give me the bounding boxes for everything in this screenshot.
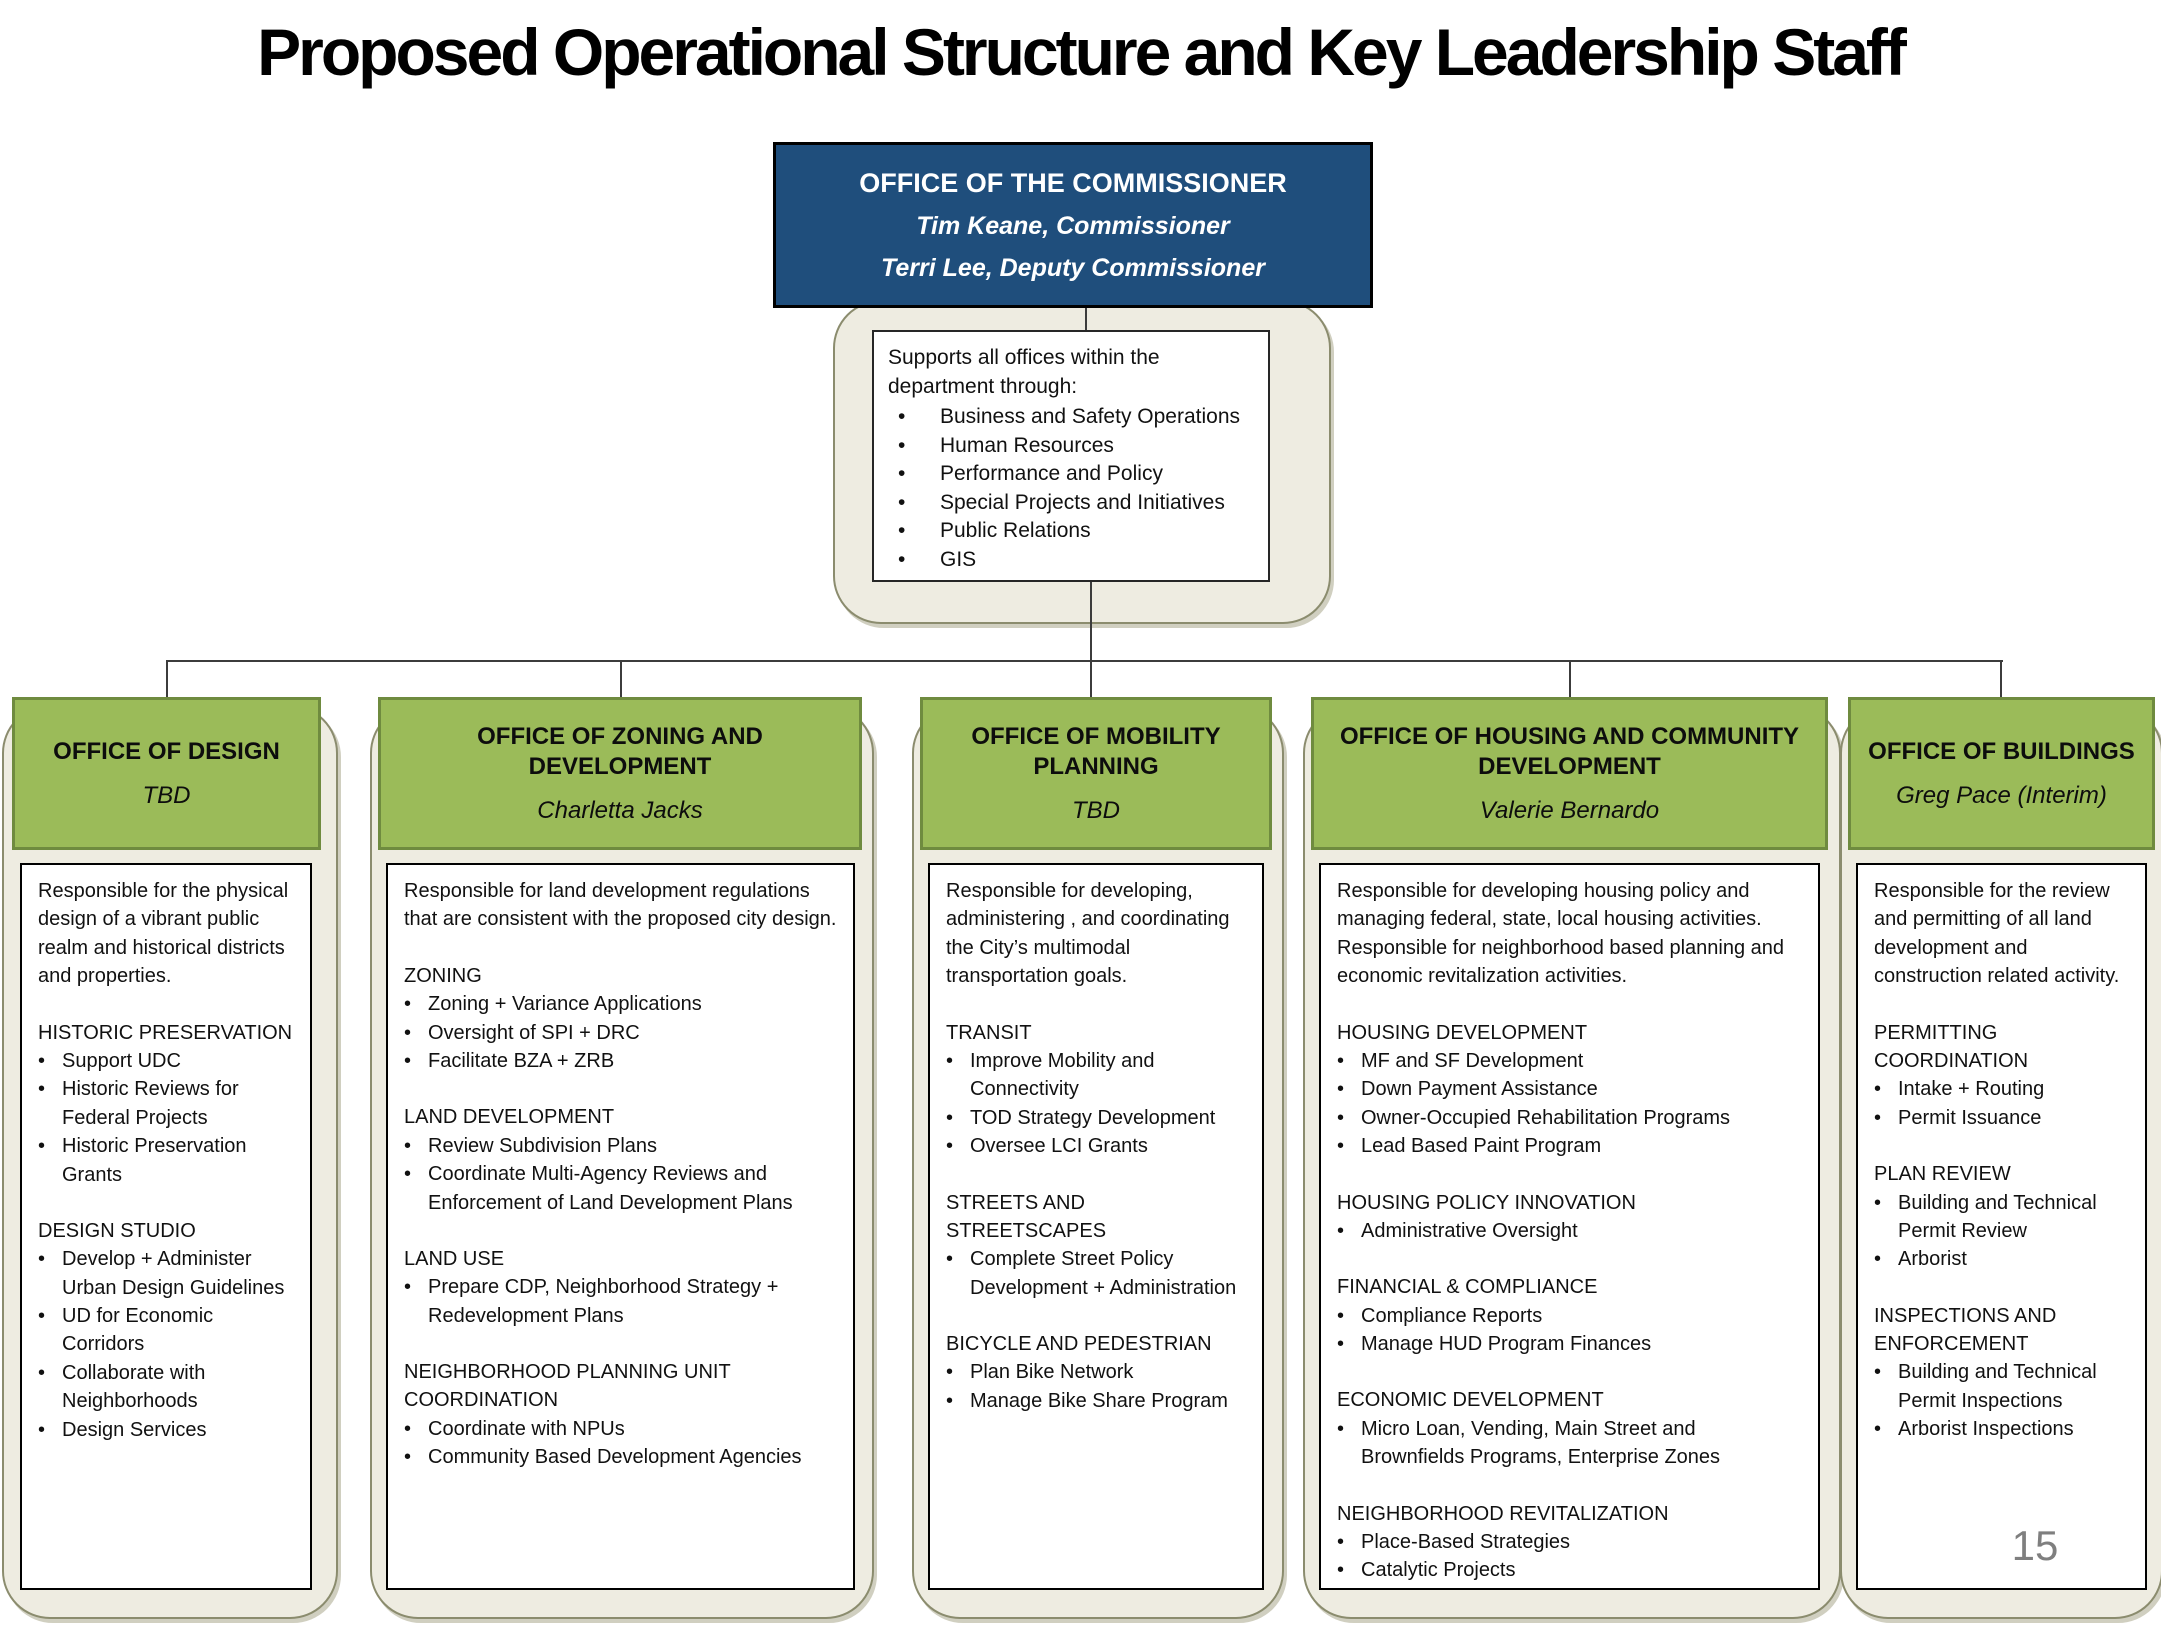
bullet-text: UD for Economic Corridors [62,1305,214,1356]
office-leader: Valerie Bernardo [1479,796,1660,824]
bullet-item [1337,1528,1804,1556]
bullet-text: MF and SF Development [1361,1049,1584,1072]
bullet-dot: • [1337,1135,1345,1158]
connector-line-commissioner-to-support [1085,308,1087,332]
bullet-dot: • [404,1446,412,1469]
office-section [1874,1160,2131,1274]
office-leader: TBD [142,781,191,809]
bullet-dot: • [1874,1248,1882,1271]
commissioner-office-title: OFFICE OF THE COMMISSIONER [859,167,1287,198]
support-intro: Supports all offices within the department through: [888,346,1160,398]
office-section [946,1019,1248,1161]
bullet-dot: • [38,1078,46,1101]
bullet-dot: • [1337,1531,1345,1554]
bullet-item [888,460,1256,489]
office-section [1337,1019,1804,1161]
bullet-dot: • [946,1248,954,1271]
office-section [404,1103,839,1217]
bullet-dot: • [946,1361,954,1384]
bullet-text: Compliance Reports [1361,1304,1543,1327]
bullet-item [38,1047,296,1075]
bullet-dot: • [1337,1304,1345,1327]
bullet-dot: • [1874,1418,1882,1441]
bullet-text: Performance and Policy [940,462,1163,486]
bullet-dot: • [1874,1191,1882,1214]
connector-drop-office-mobility [1090,660,1092,699]
section-heading: ZONING [404,964,482,987]
office-section [1337,1189,1804,1246]
bullet-item [1337,1302,1804,1330]
office-description: Responsible for the review and permitting of all land development and construction related activity. [1874,880,2120,988]
bullet-item [1874,1104,2131,1132]
bullet-item [1874,1358,2131,1415]
office-section [38,1019,296,1189]
bullet-item [404,990,839,1018]
bullet-item [404,1443,839,1471]
bullet-dot: • [946,1106,954,1129]
page-number: 15 [2011,1522,2059,1569]
office-name: OFFICE OF MOBILITY PLANNING [971,722,1221,780]
bullet-item [1337,1330,1804,1358]
bullet-item [404,1415,839,1443]
connector-line-commissioner-down [1090,580,1092,662]
bullet-text: Place-Based Strategies [1361,1531,1571,1554]
section-heading: LAND USE [404,1247,505,1270]
office-body-buildings [1856,863,2147,1590]
bullet-dot: • [898,462,906,486]
office-header-zoning [378,697,862,850]
bullet-item [1874,1415,2131,1443]
bullet-text: Zoning + Variance Applications [428,993,702,1016]
office-leader: Greg Pace (Interim) [1896,781,2107,809]
bullet-text: Building and Technical Permit Inspections [1898,1361,2097,1412]
bullet-dot: • [898,547,906,571]
page-title: Proposed Operational Structure and Key Leadership Staff [257,15,1904,89]
bullet-text: TOD Strategy Development [970,1106,1216,1129]
bullet-dot: • [404,993,412,1016]
bullet-text: Facilitate BZA + ZRB [428,1049,615,1072]
bullet-item [38,1132,296,1189]
bullet-item [888,432,1256,461]
bullet-text: Oversight of SPI + DRC [428,1021,640,1044]
office-description: Responsible for developing housing policy and managing federal, state, local housing activities. Responsible for neighborhood based planning and economic revitalization activities. [1337,880,1785,988]
office-section [1874,1302,2131,1444]
bullet-item [1337,1217,1804,1245]
office-section [404,962,839,1076]
bullet-item [38,1245,296,1302]
section-heading: NEIGHBORHOOD PLANNING UNIT COORDINATION [404,1361,731,1412]
bullet-item [38,1302,296,1359]
bullet-text: Building and Technical Permit Review [1898,1191,2097,1242]
support-bullet-list [888,403,1256,574]
bullet-item [404,1047,839,1075]
deputy-commissioner-name: Terri Lee, Deputy Commissioner [881,253,1265,282]
office-section [1337,1500,1804,1585]
bullet-text: Lead Based Paint Program [1361,1135,1602,1158]
bullet-dot: • [1874,1078,1882,1101]
bullet-dot: • [1337,1417,1345,1440]
section-heading: STREETS AND STREETSCAPES [946,1191,1107,1242]
bullet-text: Historic Preservation Grants [62,1135,247,1186]
section-heading: FINANCIAL & COMPLIANCE [1337,1276,1598,1299]
bullet-item [404,1132,839,1160]
bullet-dot: • [404,1276,412,1299]
bullet-text: Manage HUD Program Finances [1361,1333,1652,1356]
bullet-item [1874,1189,2131,1246]
bullet-text: Manage Bike Share Program [970,1389,1228,1412]
office-header-housing [1311,697,1828,850]
bullet-text: Arborist [1898,1248,1967,1271]
office-section [1874,1019,2131,1133]
bullet-text: Business and Safety Operations [940,405,1241,429]
bullet-item [1874,1075,2131,1103]
section-heading: HISTORIC PRESERVATION [38,1021,293,1044]
office-leader: TBD [1072,796,1120,824]
bullet-item [404,1273,839,1330]
bullet-dot: • [1874,1361,1882,1384]
bullet-text: Arborist Inspections [1898,1418,2074,1441]
bullet-item [946,1047,1248,1104]
bullet-item [38,1075,296,1132]
bullet-dot: • [898,519,906,543]
bullet-item [946,1387,1248,1415]
bullet-dot: • [38,1361,46,1384]
bullet-dot: • [946,1389,954,1412]
bullet-dot: • [38,1049,46,1072]
office-header-mobility [920,697,1272,850]
office-section [1337,1386,1804,1471]
bullet-item [1874,1245,2131,1273]
bullet-item [1337,1415,1804,1472]
bullet-dot: • [1874,1106,1882,1129]
bullet-dot: • [38,1305,46,1328]
bullet-dot: • [898,433,906,457]
bullet-item [888,489,1256,518]
bullet-item [1337,1132,1804,1160]
office-body-zoning [386,863,855,1590]
bullet-text: Develop + Administer Urban Design Guidelines [62,1248,285,1299]
bullet-text: Micro Loan, Vending, Main Street and Brownfields Programs, Enterprise Zones [1361,1417,1721,1469]
bullet-text: Public Relations [940,519,1091,543]
connector-drop-office-buildings [2000,660,2002,699]
bullet-dot: • [1337,1559,1345,1582]
bullet-dot: • [404,1134,412,1157]
office-body-mobility [928,863,1264,1590]
commissioner-name: Tim Keane, Commissioner [916,211,1230,240]
bullet-text: Support UDC [62,1049,181,1072]
section-heading: LAND DEVELOPMENT [404,1106,615,1129]
bullet-text: Design Services [62,1418,207,1441]
office-description: Responsible for land development regulations that are consistent with the proposed city design. [404,880,837,931]
bullet-item [38,1359,296,1416]
bullet-item [946,1104,1248,1132]
office-section [404,1245,839,1330]
bullet-text: Collaborate with Neighborhoods [62,1361,206,1413]
bullet-text: Catalytic Projects [1361,1559,1516,1582]
bullet-dot: • [898,490,906,514]
bullet-dot: • [404,1163,412,1186]
bullet-dot: • [946,1135,954,1158]
office-name: OFFICE OF HOUSING AND COMMUNITY DEVELOPMENT [1339,722,1800,780]
office-name: OFFICE OF BUILDINGS [1868,737,2135,765]
bullet-item [404,1160,839,1217]
section-heading: PLAN REVIEW [1874,1163,2011,1186]
bullet-item [888,546,1256,575]
commissioner-box [773,142,1373,308]
section-heading: HOUSING DEVELOPMENT [1337,1021,1588,1044]
bullet-text: Oversee LCI Grants [970,1135,1148,1158]
section-heading: TRANSIT [946,1021,1032,1044]
office-section [1337,1273,1804,1358]
bullet-text: Administrative Oversight [1361,1219,1578,1242]
office-body-housing [1319,863,1820,1590]
bullet-text: Coordinate with NPUs [428,1417,625,1440]
connector-drop-office-zoning [620,660,622,699]
bullet-text: Improve Mobility and Connectivity [970,1049,1155,1101]
bullet-text: Plan Bike Network [970,1361,1134,1384]
bullet-text: Coordinate Multi-Agency Reviews and Enforcement of Land Development Plans [428,1163,793,1214]
bullet-dot: • [404,1021,412,1044]
bullet-dot: • [38,1248,46,1271]
bullet-dot: • [38,1418,46,1441]
connector-line-horizontal [166,660,2003,662]
section-heading: INSPECTIONS AND ENFORCEMENT [1874,1304,2057,1356]
connector-drop-office-housing [1569,660,1571,699]
office-description: Responsible for the physical design of a vibrant public realm and historical districts and properties. [38,880,289,988]
bullet-item [946,1358,1248,1386]
bullet-text: Prepare CDP, Neighborhood Strategy + Redevelopment Plans [428,1276,779,1327]
section-heading: PERMITTING COORDINATION [1874,1021,2029,1072]
bullet-text: Human Resources [940,433,1114,457]
office-header-buildings [1848,697,2155,850]
bullet-text: Special Projects and Initiatives [940,490,1225,514]
bullet-dot: • [404,1049,412,1072]
bullet-item [1337,1104,1804,1132]
bullet-item [38,1416,296,1444]
bullet-item [1337,1075,1804,1103]
bullet-text: Complete Street Policy Development + Administration [970,1248,1237,1299]
section-heading: HOUSING POLICY INNOVATION [1337,1191,1636,1214]
bullet-dot: • [898,405,906,429]
support-box [872,330,1270,582]
bullet-dot: • [1337,1106,1345,1129]
office-header-design [12,697,321,850]
bullet-text: GIS [940,547,977,571]
section-heading: DESIGN STUDIO [38,1219,196,1242]
bullet-item [888,403,1256,432]
bullet-text: Intake + Routing [1898,1078,2045,1101]
bullet-text: Down Payment Assistance [1361,1078,1598,1101]
bullet-dot: • [1337,1049,1345,1072]
bullet-item [404,1019,839,1047]
section-heading: ECONOMIC DEVELOPMENT [1337,1389,1604,1412]
bullet-item [946,1132,1248,1160]
bullet-text: Community Based Development Agencies [428,1446,802,1469]
office-body-design [20,863,312,1590]
bullet-text: Review Subdivision Plans [428,1134,658,1157]
office-name: OFFICE OF DESIGN [53,737,280,765]
connector-drop-office-design [166,660,168,699]
office-section [404,1358,839,1472]
bullet-text: Historic Reviews for Federal Projects [62,1078,239,1129]
bullet-text: Permit Issuance [1898,1106,2042,1129]
bullet-text: Owner-Occupied Rehabilitation Programs [1361,1106,1731,1129]
office-section [946,1330,1248,1415]
office-section [38,1217,296,1444]
bullet-dot: • [1337,1219,1345,1242]
bullet-dot: • [946,1049,954,1072]
bullet-item [1337,1047,1804,1075]
office-name: OFFICE OF ZONING AND DEVELOPMENT [477,722,763,780]
bullet-item [946,1245,1248,1302]
bullet-dot: • [1337,1333,1345,1356]
office-description: Responsible for developing, administering , and coordinating the City’s multimodal transportation goals. [946,880,1230,988]
bullet-dot: • [1337,1078,1345,1101]
bullet-item [1337,1556,1804,1584]
bullet-dot: • [38,1135,46,1158]
bullet-item [888,517,1256,546]
office-leader: Charletta Jacks [537,796,703,824]
office-section [946,1189,1248,1303]
section-heading: NEIGHBORHOOD REVITALIZATION [1337,1502,1669,1525]
section-heading: BICYCLE AND PEDESTRIAN [946,1333,1212,1356]
bullet-dot: • [404,1417,412,1440]
